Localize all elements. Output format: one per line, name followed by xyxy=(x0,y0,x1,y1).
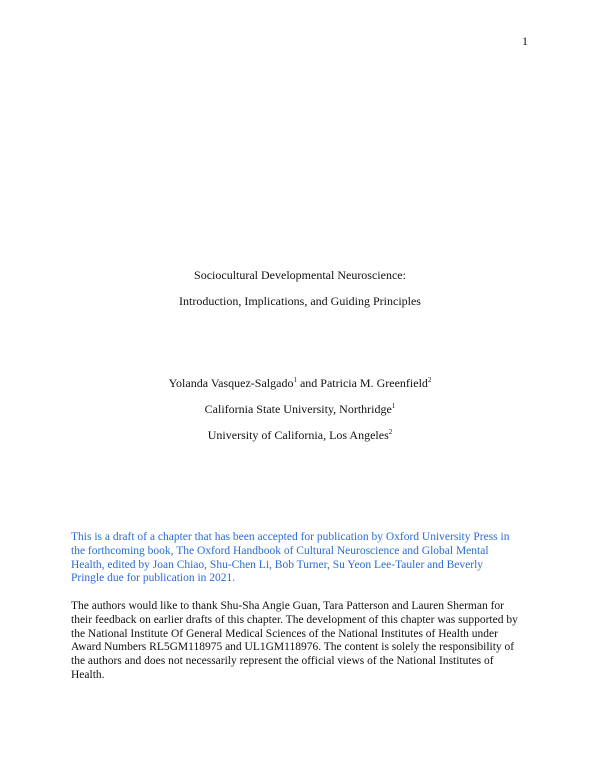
author-1: Yolanda Vasquez-Salgado xyxy=(168,376,294,390)
acknowledgment-line: their feedback on earlier drafts of this chapter. The development of this chapter was supported by xyxy=(71,613,518,626)
acknowledgment-line: Health. xyxy=(71,668,105,681)
draft-note-line: the forthcoming book, The Oxford Handbook of Cultural Neuroscience and Global Mental xyxy=(71,544,489,557)
title-line-2: Introduction, Implications, and Guiding Principles xyxy=(179,294,421,308)
author-conjunction: and xyxy=(296,376,321,390)
acknowledgment xyxy=(71,600,541,683)
affiliation-1-sup: 1 xyxy=(391,402,396,410)
author-2: Patricia M. Greenfield xyxy=(320,376,428,390)
draft-note-line: Pringle due for publication in 2021. xyxy=(71,572,236,585)
draft-note xyxy=(71,531,541,586)
affiliation-1-name: California State University, Northridge xyxy=(204,402,392,416)
draft-note-line: Health, edited by Joan Chiao, Shu-Chen Li, Bob Turner, Su Yeon Lee-Tauler and Beverly xyxy=(71,558,484,571)
acknowledgment-line: the authors and does not necessarily represent the official views of the National Institutes of xyxy=(71,655,494,668)
acknowledgment-line: the National Institute Of General Medical Sciences of the National Institutes of Health under xyxy=(71,627,498,640)
author-line xyxy=(0,370,600,396)
affiliation-2-sup: 2 xyxy=(388,428,393,436)
author-1-sup: 1 xyxy=(293,376,297,384)
author-2-sup: 2 xyxy=(427,376,432,384)
title-line-1: Sociocultural Developmental Neuroscience: xyxy=(194,268,406,282)
affiliation-1 xyxy=(0,396,600,422)
acknowledgment-line: Award Numbers RL5GM118975 and UL1GM118976. The content is solely the responsibility of xyxy=(71,641,515,654)
author-block xyxy=(0,370,600,448)
draft-note-line: This is a draft of a chapter that has been accepted for publication by Oxford University Press in xyxy=(71,531,510,543)
affiliation-2 xyxy=(0,422,600,448)
title-block xyxy=(0,262,600,314)
page-number: 1 xyxy=(522,34,528,48)
acknowledgment-line: The authors would like to thank Shu-Sha Angie Guan, Tara Patterson and Lauren Sherman for xyxy=(71,600,505,612)
affiliation-2-name: University of California, Los Angeles xyxy=(207,428,389,442)
